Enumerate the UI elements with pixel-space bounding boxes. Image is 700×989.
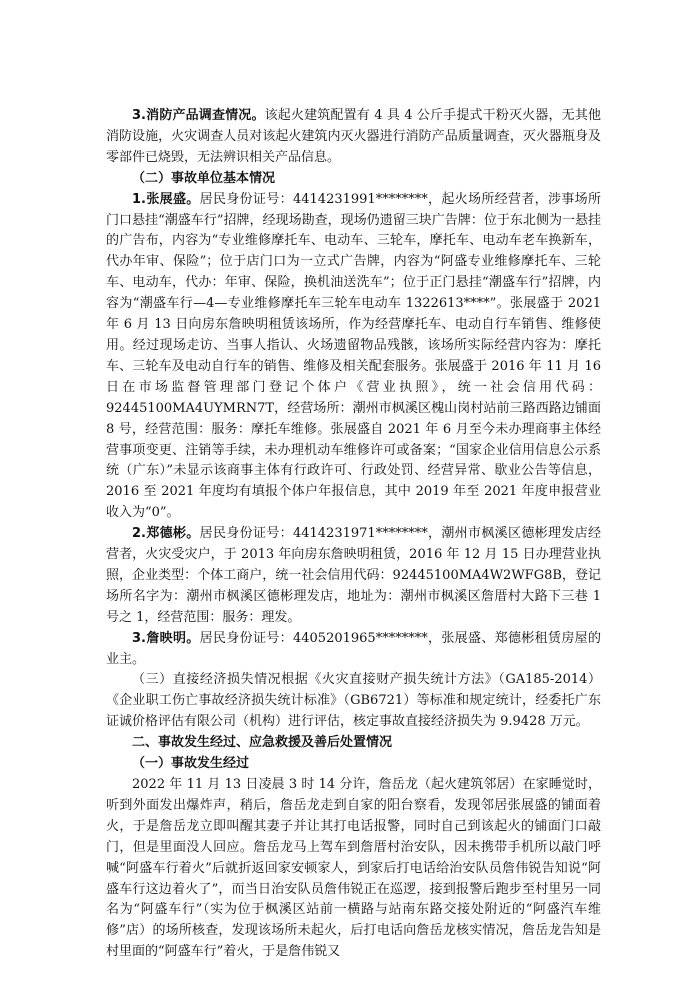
paragraph-lead: 1.张展盛。 bbox=[132, 191, 200, 207]
paragraph-text: 该起火建筑配置有 4 具 4 公斤手提式干粉灭火器，无其他消防设施，火灾调查人员对该起火建筑内灭火器进行消防产品质量调查，灭火器瓶身及零部件已烧毁，无法辨识相关产品信息。 bbox=[106, 108, 602, 165]
paragraph-text: 居民身份证号：4414231991********，起火场所经营者，涉事场所门口悬挂“潮盛车行”招牌，经现场勘查，现场仍遗留三块广告牌：位于东北侧为一悬挂的广告布，内容为“专业维修摩托车、电动车、三轮车，摩托车、电动车老车换新车，代办年审、保险”；位于店门口为一立式广告牌，内容为“阿盛专业维修摩托车、三轮车、电动车，代办：年审、保险，换机油送洗车”；位于正门悬挂“潮盛车行”招牌，内容为“潮盛车行—4—专业维修摩托车三轮车电动车 1322613****”。张展盛于 2021 年 6 月 13 日向房东詹映明租赁该场所，作为经营摩托车、电动自行车销售、维修使用。经过现场走访、当事人指认、火场遗留物品残骸，该场所实际经营内容为：摩托车、三轮车及电动自行车的销售、维修及相关配套服务。张展盛于 2016 年 11 月 16 日在市场监督管理部门登记个体户《营业执照》，统一社会信用代码：92445100MA4UYMRN7T，经营场所：潮州市枫溪区槐山岗村站前三路西路边铺面 8 号，经营范围：服务：摩托车维修。张展盛自 2021 年 6 月至今未办理商事主体经营事项变更、注销等手续，未办理机动车维修许可或备案；“国家企业信用信息公示系统（广东）”未显示该商事主体有行政许可、行政处罚、经营异常、歇业公告等信息，2016 至 2021 年度均有填报个体户年报信息，其中 2019 年至 2021 年度申报营业收入为“0”。 bbox=[106, 191, 602, 521]
paragraph-lead: 3.詹映明。 bbox=[132, 630, 200, 646]
subsection-heading-accident-occurrence: （一）事故发生经过 bbox=[132, 756, 250, 772]
section-heading-unit-info: （二）事故单位基本情况 bbox=[132, 170, 276, 186]
paragraph-economic-loss: （三）直接经济损失情况根据《火灾直接财产损失统计方法》（GA185-2014）《企业职工伤亡事故经济损失统计标准》（GB6721）等标准和规定统计，经委托广东证诚价格评估有限公司（机构）进行评估，核定事故直接经济损失为 9.9428 万元。 bbox=[106, 672, 601, 730]
paragraph-accident-narrative: 2022 年 11 月 13 日凌晨 3 时 14 分许，詹岳龙（起火建筑邻居）在家睡觉时，听到外面发出爆炸声，稍后，詹岳龙走到自家的阳台察看，发现邻居张展盛的铺面着火，于是詹岳龙立即叫醒其妻子并让其打电话报警，同时自己到该起火的铺面门口敲门，但是里面没人回应。詹岳龙马上驾车到詹厝村治安队，因未携带手机所以敲门呼喊“阿盛车行着火”后就折返回家安顿家人，到家后打电话给治安队员詹伟锐告知说“阿盛车行这边着火了”，而当日治安队员詹伟锐正在巡逻，接到报警后跑步至村里另一同名为“阿盛车行”（实为位于枫溪区站前一横路与站南东路交接处附近的“阿盛汽车维修”店）的场所核查，发现该场所未起火，后打电话向詹岳龙核实情况，詹岳龙告知是村里面的“阿盛车行”着火，于是詹伟锐又 bbox=[106, 777, 601, 960]
section-heading-accident-process: 二、事故发生经过、应急救援及善后处置情况 bbox=[132, 735, 393, 751]
paragraph-lead: 2.郑德彬。 bbox=[132, 526, 200, 542]
paragraph-text: 居民身份证号：4405201965********，张展盛、郑德彬租赁房屋的业主。 bbox=[106, 630, 602, 667]
paragraph-zhan-yingming bbox=[106, 629, 601, 671]
paragraph-zheng-debin bbox=[106, 524, 601, 629]
document-body bbox=[106, 106, 601, 963]
paragraph-fire-products bbox=[106, 106, 601, 169]
paragraph-lead: 3.消防产品调查情况。 bbox=[132, 108, 265, 123]
paragraph-text: 居民身份证号：4414231971********，潮州市枫溪区德彬理发店经营者，火灾受灾户，于 2013 年向房东詹映明租赁，2016 年 12 月 15 日办理营业执照，企业类型：个体工商户，统一社会信用代码：92445100MA4W2WFG8B，登记场所名字为：潮州市枫溪区德彬理发店，地址为：潮州市枫溪区詹厝村大路下三巷 1 号之 1，经营范围：服务：理发。 bbox=[106, 526, 602, 625]
paragraph-zhang-zhansheng bbox=[106, 190, 601, 525]
